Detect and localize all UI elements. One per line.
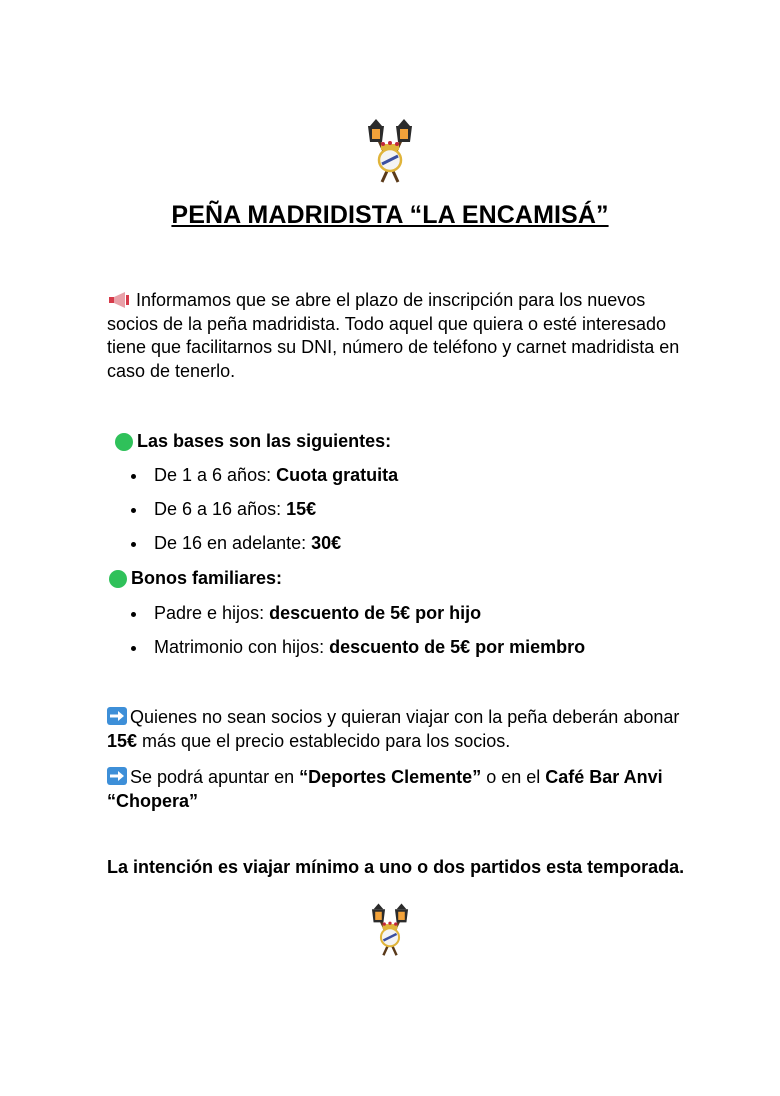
non-members-amount: 15€ bbox=[107, 730, 138, 751]
item-value: 30€ bbox=[311, 533, 342, 553]
right-arrow-icon bbox=[107, 707, 127, 725]
bonos-list bbox=[0, 602, 585, 670]
item-label: De 6 a 16 años: bbox=[154, 499, 287, 519]
right-arrow-icon bbox=[107, 767, 127, 785]
bases-heading bbox=[115, 430, 391, 453]
intro-text: Informamos que se abre el plazo de inscripción para los nuevos socios de la peña madridista. Todo aquel que quiera o esté interesado tiene que facilitarnos su DNI, número de teléfono y carnet madridista en caso de tenerlo. bbox=[107, 290, 680, 381]
where-text-mid: o en el bbox=[481, 767, 546, 787]
intention-paragraph: La intención es viajar mínimo a uno o dos partidos esta temporada. bbox=[107, 857, 685, 877]
item-value: Cuota gratuita bbox=[276, 465, 399, 485]
item-label: Matrimonio con hijos: bbox=[154, 637, 330, 657]
page-title: PEÑA MADRIDISTA “LA ENCAMISÁ” bbox=[171, 201, 609, 229]
item-value: 15€ bbox=[286, 499, 317, 519]
item-label: Padre e hijos: bbox=[154, 603, 270, 623]
non-members-text: Quienes no sean socios y quieran viajar con la peña deberán abonar bbox=[130, 707, 680, 727]
list-item bbox=[0, 532, 398, 566]
item-label: De 1 a 6 años: bbox=[154, 465, 277, 485]
non-members-text-end: más que el precio establecido para los socios. bbox=[137, 730, 511, 751]
where-text: Se podrá apuntar en bbox=[130, 767, 300, 787]
crest-lanterns-logo bbox=[362, 116, 418, 184]
where-place-2: Café Bar Anvi “Chopera” bbox=[107, 767, 663, 811]
item-value: descuento de 5€ por hijo bbox=[269, 603, 482, 623]
item-value: descuento de 5€ por miembro bbox=[329, 637, 586, 657]
list-item bbox=[0, 602, 585, 636]
megaphone-icon bbox=[107, 292, 131, 308]
bonos-heading-text: Bonos familiares: bbox=[131, 568, 283, 588]
bases-list bbox=[0, 464, 398, 566]
intro-paragraph bbox=[107, 289, 687, 383]
item-label: De 16 en adelante: bbox=[154, 533, 312, 553]
where-paragraph bbox=[107, 766, 687, 813]
bonos-heading bbox=[109, 567, 282, 590]
list-item bbox=[0, 464, 398, 498]
non-members-paragraph bbox=[107, 706, 687, 753]
green-circle-icon bbox=[115, 433, 133, 451]
crest-lanterns-logo bbox=[367, 896, 413, 962]
list-item bbox=[0, 636, 585, 670]
green-circle-icon bbox=[109, 570, 127, 588]
list-item bbox=[0, 498, 398, 532]
where-place-1: “Deportes Clemente” bbox=[299, 767, 482, 787]
bases-heading-text: Las bases son las siguientes: bbox=[137, 431, 392, 451]
